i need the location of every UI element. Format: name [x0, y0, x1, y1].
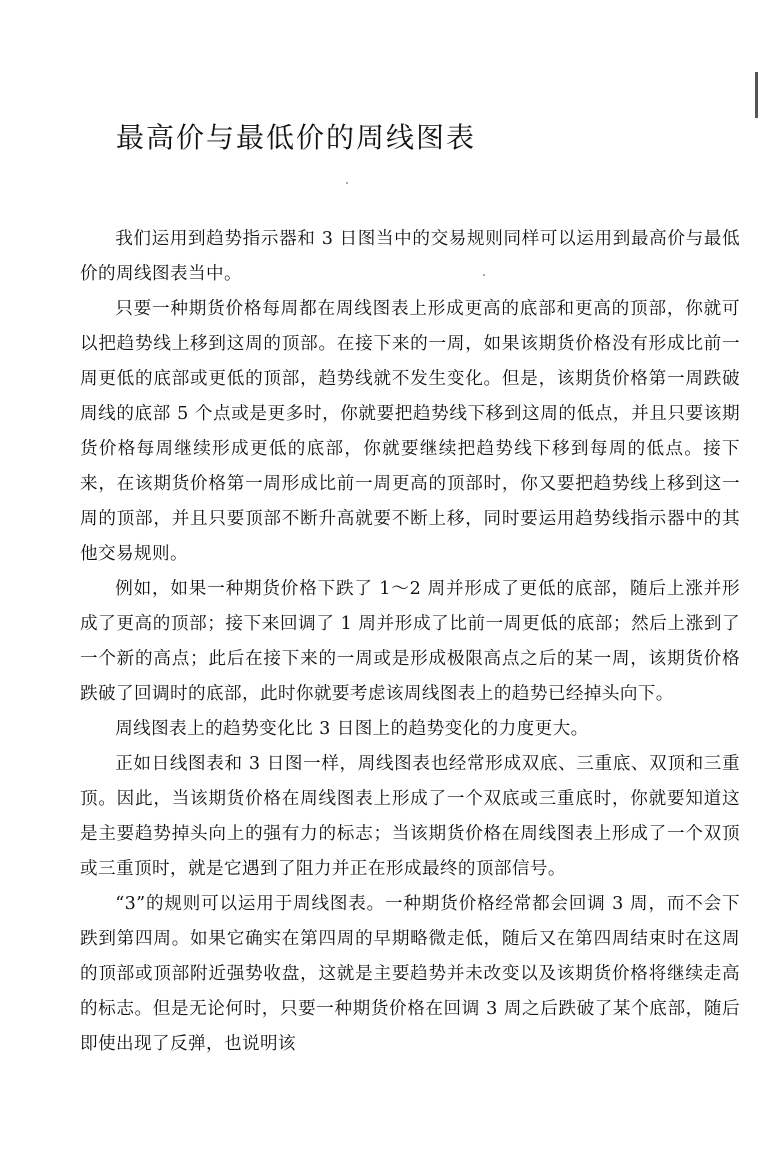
paragraph-3: 例如，如果一种期货价格下跌了 1～2 周并形成了更低的底部，随后上涨并形成了更高的顶部；接下来回调了 1 周并形成了比前一周更低的底部；然后上涨到了一个新的高点；此后在接下来的一周或是形成极限高点之后的某一周，该期货价格跌破了回调时的底部，此时你就要考虑该周线图表上的趋势已经掉头向下。 — [80, 579, 740, 704]
scan-speck — [346, 182, 348, 184]
paragraph-2: 只要一种期货价格每周都在周线图表上形成更高的底部和更高的顶部，你就可以把趋势线上移到这周的顶部。在接下来的一周，如果该期货价格没有形成比前一周更低的底部或更低的顶部，趋势线就不发生变化。但是，该期货价格第一周跌破周线的底部 5 个点或是更多时，你就要把趋势线下移到这周的低点，并且只要该期货价格每周继续形成更低的底部，你就要继续把趋势线下移到每周的低点。接下来，在该期货价格第一周形成比前一周更高的顶部时，你又要把趋势线上移到这一周的顶部，并且只要顶部不断升高就要不断上移，同时要运用趋势线指示器中的其他交易规则。 — [80, 299, 740, 564]
paragraph-1: 我们运用到趋势指示器和 3 日图当中的交易规则同样可以运用到最高价与最低价的周线图表当中。 — [80, 229, 740, 284]
body-text — [80, 222, 740, 1062]
paragraph-6: “3”的规则可以运用于周线图表。一种期货价格经常都会回调 3 周，而不会下跌到第四周。如果它确实在第四周的早期略微走低，随后又在第四周结束时在这周的顶部或顶部附近强势收盘，这就是主要趋势并未改变以及该期货价格将继续走高的标志。但是无论何时，只要一种期货价格在回调 3 周之后跌破了某个底部，随后即使出现了反弹，也说明该 — [80, 894, 740, 1054]
section-heading: 最高价与最低价的周线图表 — [116, 121, 477, 154]
paragraph-5: 正如日线图表和 3 日图一样，周线图表也经常形成双底、三重底、双顶和三重顶。因此，当该期货价格在周线图表上形成了一个双底或三重底时，你就要知道这是主要趋势掉头向上的强有力的标志；当该期货价格在周线图表上形成了一个双顶或三重顶时，就是它遇到了阻力并正在形成最终的顶部信号。 — [80, 754, 740, 879]
paragraph-4: 周线图表上的趋势变化比 3 日图上的趋势变化的力度更大。 — [115, 719, 589, 739]
